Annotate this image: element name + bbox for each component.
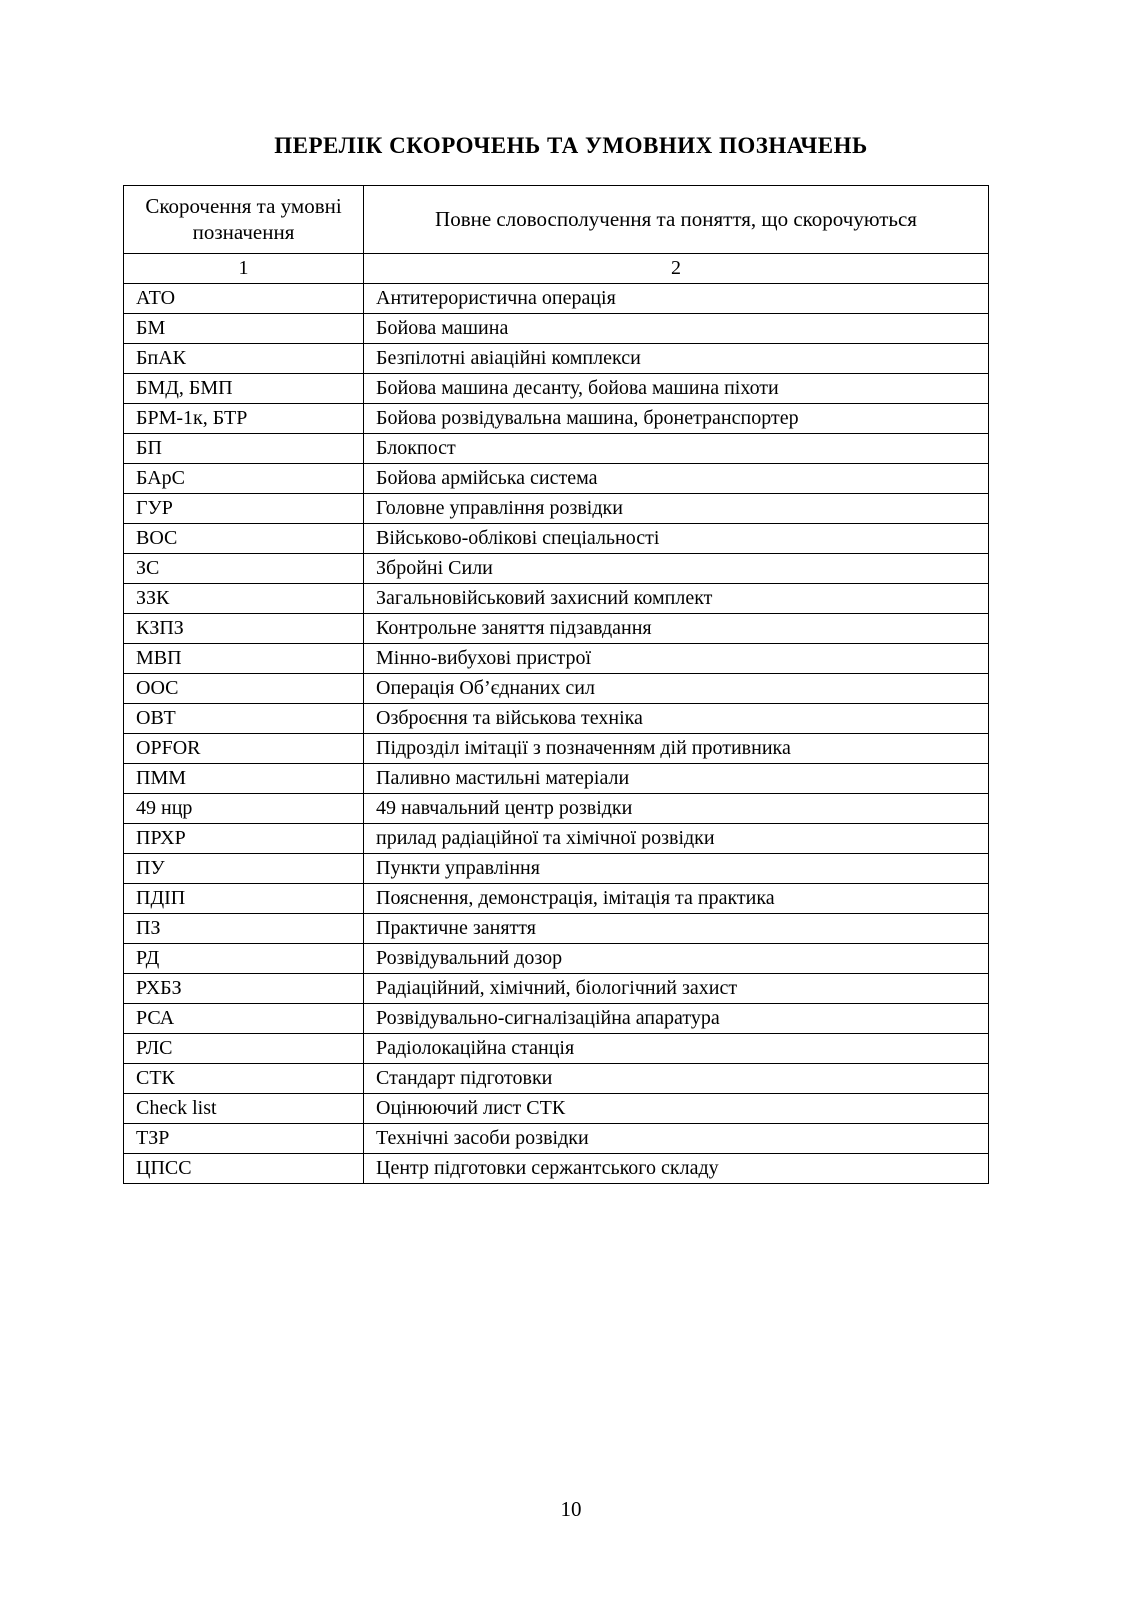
full-phrase-cell: Практичне заняття [364,913,989,943]
abbreviation-cell: РХБЗ [124,973,364,1003]
table-row [124,1063,989,1093]
table-row [124,343,989,373]
abbreviations-table [123,185,989,1184]
abbreviation-cell: ЦПСС [124,1153,364,1183]
full-phrase-cell: Головне управління розвідки [364,493,989,523]
abbreviation-cell: ПРХР [124,823,364,853]
abbreviation-cell: ПУ [124,853,364,883]
full-phrase-cell: Бойова машина десанту, бойова машина піхоти [364,373,989,403]
abbreviation-cell: ЗЗК [124,583,364,613]
table-row [124,463,989,493]
table-row [124,493,989,523]
page-title: ПЕРЕЛІК СКОРОЧЕНЬ ТА УМОВНИХ ПОЗНАЧЕНЬ [274,133,868,158]
full-phrase-cell: Озброєння та військова техніка [364,703,989,733]
abbreviation-cell: БМ [124,313,364,343]
table-row [124,793,989,823]
abbreviation-cell: РЛС [124,1033,364,1063]
table-row [124,1123,989,1153]
table-row [124,1093,989,1123]
abbreviation-cell: ГУР [124,493,364,523]
table-row [124,913,989,943]
full-phrase-cell: Бойова розвідувальна машина, бронетранспортер [364,403,989,433]
full-phrase-cell: Бойова машина [364,313,989,343]
abbreviation-cell: ООС [124,673,364,703]
abbreviation-cell: ПММ [124,763,364,793]
abbreviation-cell: 49 нцр [124,793,364,823]
table-row [124,733,989,763]
table-row [124,643,989,673]
full-phrase-cell: Контрольне заняття підзавдання [364,613,989,643]
abbreviation-cell: БАрС [124,463,364,493]
abbreviation-cell: БП [124,433,364,463]
table-row [124,883,989,913]
abbreviation-cell: РД [124,943,364,973]
table-row [124,1003,989,1033]
table-row [124,763,989,793]
column-number-2: 2 [364,253,989,283]
full-phrase-cell: Центр підготовки сержантського складу [364,1153,989,1183]
full-phrase-cell: 49 навчальний центр розвідки [364,793,989,823]
page-number: 10 [560,1497,582,1521]
full-phrase-cell: Мінно-вибухові пристрої [364,643,989,673]
abbreviation-cell: ПДІП [124,883,364,913]
abbreviation-cell: ОВТ [124,703,364,733]
abbreviation-cell: КЗПЗ [124,613,364,643]
table-row [124,583,989,613]
table-row [124,403,989,433]
full-phrase-cell: Блокпост [364,433,989,463]
table-header-row [124,186,989,254]
full-phrase-cell: Технічні засоби розвідки [364,1123,989,1153]
full-phrase-cell: прилад радіаційної та хімічної розвідки [364,823,989,853]
abbreviation-cell: Check list [124,1093,364,1123]
abbreviation-cell: БпАК [124,343,364,373]
full-phrase-cell: Розвідувальний дозор [364,943,989,973]
table-row [124,523,989,553]
table-row [124,283,989,313]
table-row [124,973,989,1003]
full-phrase-cell: Стандарт підготовки [364,1063,989,1093]
abbreviation-cell: ЗС [124,553,364,583]
abbreviation-cell: OPFOR [124,733,364,763]
full-phrase-cell: Антитерористична операція [364,283,989,313]
full-phrase-cell: Збройні Сили [364,553,989,583]
table-row [124,553,989,583]
full-phrase-cell: Бойова армійська система [364,463,989,493]
abbreviation-cell: РСА [124,1003,364,1033]
full-phrase-cell: Пояснення, демонстрація, імітація та практика [364,883,989,913]
full-phrase-cell: Безпілотні авіаційні комплекси [364,343,989,373]
table-row [124,853,989,883]
full-phrase-cell: Загальновійськовий захисний комплект [364,583,989,613]
table-row [124,943,989,973]
abbreviation-cell: СТК [124,1063,364,1093]
full-phrase-cell: Пункти управління [364,853,989,883]
full-phrase-cell: Операція Об’єднаних сил [364,673,989,703]
column-header-abbreviation: Скорочення та умовні позначення [124,186,364,254]
table-row [124,433,989,463]
full-phrase-cell: Паливно мастильні матеріали [364,763,989,793]
abbreviation-cell: ВОС [124,523,364,553]
table-body [124,283,989,1183]
table-row [124,673,989,703]
table-row [124,703,989,733]
full-phrase-cell: Розвідувально-сигналізаційна апаратура [364,1003,989,1033]
abbreviation-cell: МВП [124,643,364,673]
full-phrase-cell: Радіолокаційна станція [364,1033,989,1063]
table-row [124,313,989,343]
column-header-full-phrase: Повне словосполучення та поняття, що скорочуються [364,186,989,254]
table-row [124,613,989,643]
table-row [124,1153,989,1183]
table-row [124,823,989,853]
table-row [124,1033,989,1063]
abbreviation-cell: БРМ-1к, БТР [124,403,364,433]
full-phrase-cell: Оцінюючий лист СТК [364,1093,989,1123]
column-number-1: 1 [124,253,364,283]
abbreviation-cell: АТО [124,283,364,313]
full-phrase-cell: Військово-облікові спеціальності [364,523,989,553]
full-phrase-cell: Радіаційний, хімічний, біологічний захист [364,973,989,1003]
abbreviation-cell: ПЗ [124,913,364,943]
table-row [124,373,989,403]
abbreviation-cell: ТЗР [124,1123,364,1153]
full-phrase-cell: Підрозділ імітації з позначенням дій противника [364,733,989,763]
column-number-row [124,253,989,283]
abbreviation-cell: БМД, БМП [124,373,364,403]
